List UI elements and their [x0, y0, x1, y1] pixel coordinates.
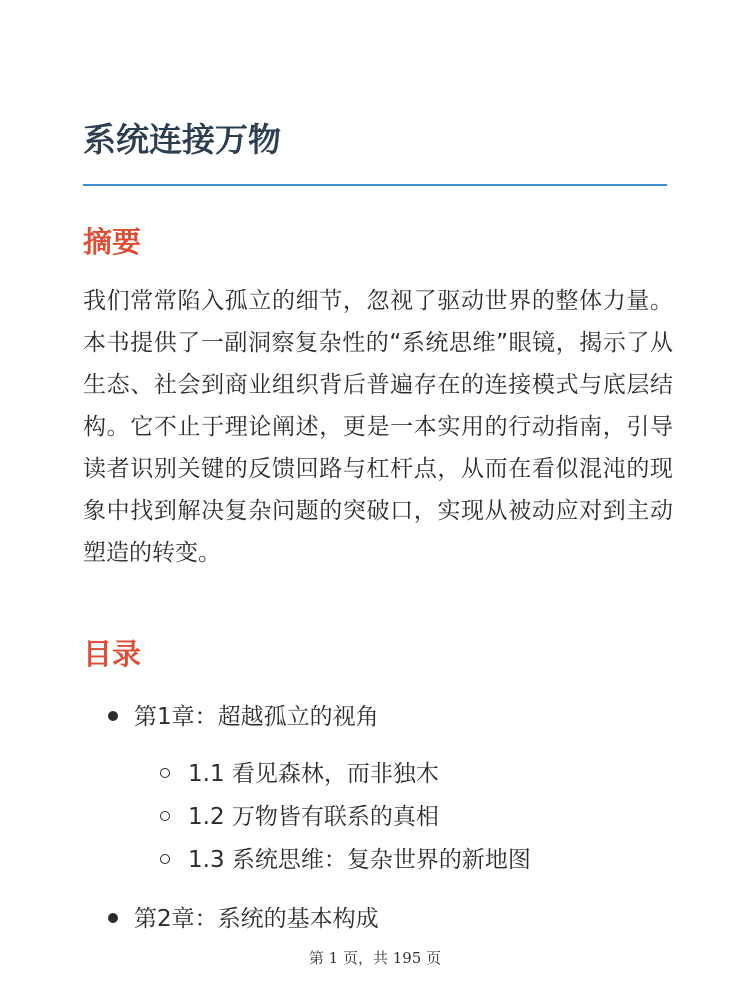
toc-section-1-3[interactable] — [160, 843, 531, 877]
toc-heading: 目录 — [83, 637, 142, 671]
toc-chapter-1[interactable] — [108, 700, 379, 734]
bullet-circle-icon — [160, 854, 170, 864]
bullet-circle-icon — [160, 768, 170, 778]
page-number-footer: 第 1 页，共 195 页 — [308, 949, 442, 967]
toc-item-label: 1.2 万物皆有联系的真相 — [188, 804, 439, 830]
title-divider — [83, 184, 667, 186]
book-title: 系统连接万物 — [83, 120, 281, 159]
summary-heading: 摘要 — [83, 225, 142, 259]
toc-section-1-1[interactable] — [160, 757, 439, 791]
summary-paragraph: 我们常常陷入孤立的细节，忽视了驱动世界的整体力量。本书提供了一副洞察复杂性的“系统思维”眼镜，揭示了从生态、社会到商业组织背后普遍存在的连接模式与底层结构。它不止于理论阐述，更是一本实用的行动指南，引导读者识别关键的反馈回路与杠杆点，从而在看似混沌的现象中找到解决复杂问题的突破口，实现从被动应对到主动塑造的转变。 — [83, 288, 673, 566]
toc-item-label: 1.1 看见森林，而非独木 — [188, 761, 439, 787]
bullet-circle-icon — [160, 811, 170, 821]
bullet-disc-icon — [108, 913, 118, 923]
bullet-disc-icon — [108, 711, 118, 721]
toc-chapter-2[interactable] — [108, 902, 379, 936]
toc-item-label: 1.3 系统思维：复杂世界的新地图 — [188, 847, 531, 873]
toc-item-label: 第2章：系统的基本构成 — [134, 906, 379, 932]
toc-section-1-2[interactable] — [160, 800, 439, 834]
toc-item-label: 第1章：超越孤立的视角 — [134, 704, 379, 730]
